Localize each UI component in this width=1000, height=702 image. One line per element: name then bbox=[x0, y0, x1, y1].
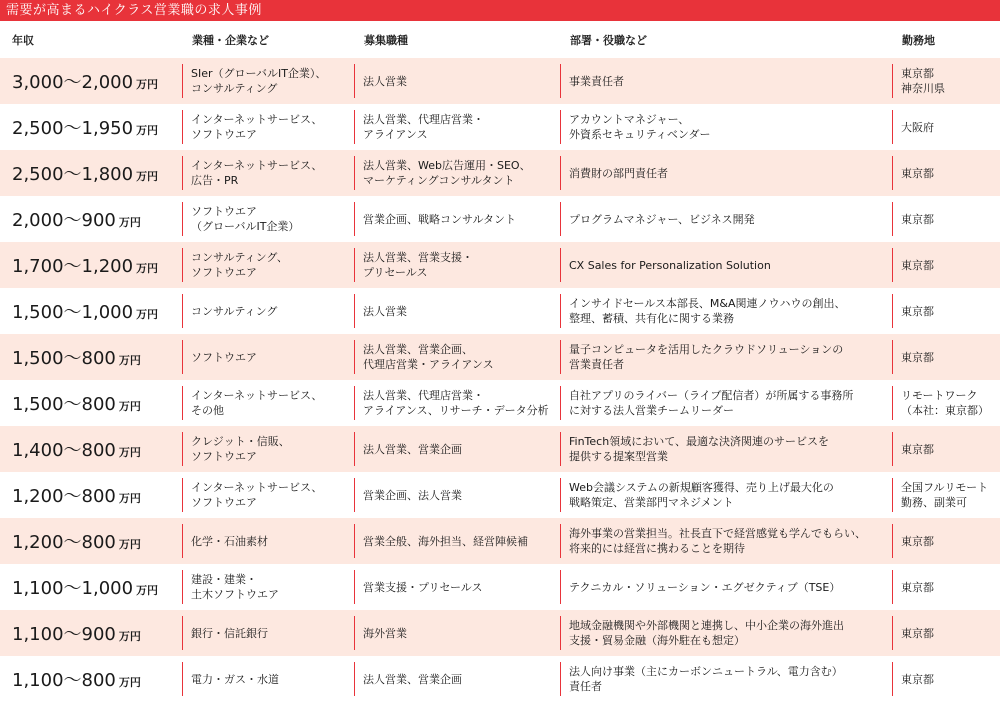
salary-unit: 万円 bbox=[118, 400, 141, 413]
table-row bbox=[0, 564, 1000, 610]
salary-range: 1,100～1,000 bbox=[12, 578, 134, 599]
industry-cell-line: ソフトウエア bbox=[191, 496, 257, 509]
location-cell-line: 東京都 bbox=[901, 304, 934, 318]
industry-cell bbox=[182, 340, 354, 374]
table-row bbox=[0, 518, 1000, 564]
location-cell-line: 東京都 bbox=[901, 258, 934, 272]
department-cell-line: 営業責任者 bbox=[569, 358, 624, 371]
location-cell bbox=[892, 386, 1000, 420]
industry-cell-line: 銀行・信託銀行 bbox=[191, 626, 268, 640]
department-cell-line: 自社アプリのライバー（ライブ配信者）が所属する事務所 bbox=[569, 389, 854, 402]
department-cell-line: 責任者 bbox=[569, 680, 602, 693]
industry-cell-line: ソフトウエア bbox=[191, 128, 257, 141]
department-cell-line: テクニカル・ソリューション・エグゼクティブ（TSE） bbox=[569, 580, 841, 594]
location-cell bbox=[892, 432, 1000, 466]
industry-cell bbox=[182, 570, 354, 604]
job-cell bbox=[354, 110, 560, 144]
department-cell bbox=[560, 294, 892, 328]
department-cell bbox=[560, 202, 892, 236]
department-cell-line: FinTech領域において、最適な決済関連のサービスを bbox=[569, 435, 829, 448]
salary-cell bbox=[0, 436, 182, 462]
salary-range: 2,000～900 bbox=[12, 210, 116, 231]
table-row bbox=[0, 150, 1000, 196]
industry-cell-line: （グローバルIT企業） bbox=[191, 220, 300, 233]
industry-cell-line: 土木ソフトウエア bbox=[191, 588, 279, 601]
location-cell bbox=[892, 202, 1000, 236]
industry-cell bbox=[182, 662, 354, 696]
location-cell bbox=[892, 340, 1000, 374]
industry-cell-line: SIer（グローバルIT企業）、 bbox=[191, 67, 327, 80]
department-cell bbox=[560, 156, 892, 190]
location-cell bbox=[892, 248, 1000, 282]
industry-cell-line: ソフトウエア bbox=[191, 450, 257, 463]
table-row bbox=[0, 196, 1000, 242]
salary-unit: 万円 bbox=[118, 354, 141, 367]
table-row bbox=[0, 426, 1000, 472]
table-row bbox=[0, 334, 1000, 380]
job-cell bbox=[354, 570, 560, 604]
location-cell-line: 東京都 bbox=[901, 580, 934, 594]
location-cell bbox=[892, 570, 1000, 604]
industry-cell-line: 電力・ガス・水道 bbox=[191, 672, 279, 686]
department-cell bbox=[560, 524, 892, 558]
department-cell-line: 支援・貿易金融（海外駐在も想定） bbox=[569, 634, 745, 647]
job-cell bbox=[354, 662, 560, 696]
salary-cell bbox=[0, 68, 182, 94]
department-cell bbox=[560, 248, 892, 282]
location-cell-line: 東京都 bbox=[901, 672, 934, 686]
job-cell-line: プリセールス bbox=[363, 266, 428, 279]
location-cell-line: 東京都 bbox=[901, 67, 934, 80]
salary-range: 1,100～900 bbox=[12, 624, 116, 645]
table-row bbox=[0, 610, 1000, 656]
department-cell bbox=[560, 340, 892, 374]
salary-range: 1,200～800 bbox=[12, 532, 116, 553]
table-row bbox=[0, 104, 1000, 150]
department-cell bbox=[560, 616, 892, 650]
salary-cell bbox=[0, 298, 182, 324]
department-cell-line: 外資系セキュリティベンダー bbox=[569, 128, 711, 141]
job-cell-line: 営業企画、法人営業 bbox=[363, 488, 462, 502]
location-cell bbox=[892, 110, 1000, 144]
location-cell-line: 神奈川県 bbox=[901, 82, 945, 95]
department-cell bbox=[560, 64, 892, 98]
salary-unit: 万円 bbox=[136, 170, 159, 183]
salary-range: 1,500～1,000 bbox=[12, 302, 134, 323]
location-cell-line: 東京都 bbox=[901, 212, 934, 226]
job-cell-line: マーケティングコンサルタント bbox=[363, 174, 515, 187]
location-cell-line: 東京都 bbox=[901, 350, 934, 364]
salary-cell bbox=[0, 390, 182, 416]
header-department: 部署・役職など bbox=[570, 33, 647, 47]
job-cell-line: アライアンス、リサーチ・データ分析 bbox=[363, 404, 549, 417]
job-cell bbox=[354, 478, 560, 512]
salary-cell bbox=[0, 574, 182, 600]
job-cell bbox=[354, 156, 560, 190]
department-cell bbox=[560, 432, 892, 466]
location-cell bbox=[892, 156, 1000, 190]
industry-cell bbox=[182, 616, 354, 650]
salary-range: 1,200～800 bbox=[12, 486, 116, 507]
job-cell-line: 法人営業、代理店営業・ bbox=[363, 389, 484, 402]
table-body bbox=[0, 58, 1000, 702]
industry-cell bbox=[182, 386, 354, 420]
salary-range: 2,500～1,950 bbox=[12, 118, 134, 139]
industry-cell bbox=[182, 64, 354, 98]
industry-cell-line: 建設・建業・ bbox=[191, 573, 257, 586]
industry-cell-line: 広告・PR bbox=[191, 174, 239, 187]
table-row bbox=[0, 472, 1000, 518]
industry-cell bbox=[182, 524, 354, 558]
job-cell-line: 営業全般、海外担当、経営陣候補 bbox=[363, 534, 528, 548]
industry-cell-line: コンサルティング bbox=[191, 304, 278, 318]
job-cell-line: 法人営業 bbox=[363, 304, 407, 318]
department-cell-line: 量子コンピュータを活用したクラウドソリューションの bbox=[569, 343, 844, 356]
department-cell-line: 整理、蓄積、共有化に関する業務 bbox=[569, 312, 734, 325]
table-row bbox=[0, 288, 1000, 334]
salary-cell bbox=[0, 482, 182, 508]
job-cell-line: 法人営業、Web広告運用・SEO、 bbox=[363, 159, 531, 172]
salary-range: 1,500～800 bbox=[12, 348, 116, 369]
salary-unit: 万円 bbox=[118, 492, 141, 505]
salary-unit: 万円 bbox=[118, 216, 141, 229]
industry-cell-line: クレジット・信販、 bbox=[191, 435, 290, 448]
job-cell bbox=[354, 386, 560, 420]
salary-cell bbox=[0, 528, 182, 554]
table-row bbox=[0, 242, 1000, 288]
salary-unit: 万円 bbox=[136, 584, 159, 597]
job-cell bbox=[354, 524, 560, 558]
job-cell-line: 代理店営業・アライアンス bbox=[363, 358, 494, 371]
location-cell-line: 勤務、副業可 bbox=[901, 496, 967, 509]
job-cell bbox=[354, 248, 560, 282]
industry-cell-line: その他 bbox=[191, 404, 224, 417]
location-cell-line: 東京都 bbox=[901, 534, 934, 548]
department-cell-line: 提供する提案型営業 bbox=[569, 450, 668, 463]
job-cell bbox=[354, 340, 560, 374]
industry-cell bbox=[182, 478, 354, 512]
table-title: 需要が高まるハイクラス営業職の求人事例 bbox=[0, 0, 1000, 21]
industry-cell-line: コンサルティング bbox=[191, 82, 278, 95]
department-cell bbox=[560, 662, 892, 696]
job-cell-line: アライアンス bbox=[363, 128, 428, 141]
department-cell-line: Web会議システムの新規顧客獲得、売り上げ最大化の bbox=[569, 481, 834, 494]
salary-range: 1,100～800 bbox=[12, 670, 116, 691]
salary-cell bbox=[0, 206, 182, 232]
location-cell bbox=[892, 294, 1000, 328]
salary-unit: 万円 bbox=[118, 630, 141, 643]
job-cell bbox=[354, 616, 560, 650]
salary-range: 1,700～1,200 bbox=[12, 256, 134, 277]
job-cell-line: 法人営業、営業企画、 bbox=[363, 343, 473, 356]
job-cell-line: 法人営業、営業企画 bbox=[363, 442, 462, 456]
location-cell-line: リモートワーク bbox=[901, 389, 978, 402]
salary-cell bbox=[0, 114, 182, 140]
department-cell-line: に対する法人営業チームリーダー bbox=[569, 404, 734, 417]
salary-unit: 万円 bbox=[118, 538, 141, 551]
salary-unit: 万円 bbox=[136, 124, 159, 137]
location-cell bbox=[892, 662, 1000, 696]
header-industry: 業種・企業など bbox=[192, 33, 269, 47]
salary-cell bbox=[0, 620, 182, 646]
department-cell-line: CX Sales for Personalization Solution bbox=[569, 258, 771, 272]
salary-cell bbox=[0, 344, 182, 370]
industry-cell-line: インターネットサービス、 bbox=[191, 113, 323, 126]
industry-cell-line: インターネットサービス、 bbox=[191, 481, 323, 494]
salary-range: 2,500～1,800 bbox=[12, 164, 134, 185]
location-cell-line: 東京都 bbox=[901, 626, 934, 640]
industry-cell bbox=[182, 432, 354, 466]
industry-cell bbox=[182, 294, 354, 328]
department-cell-line: アカウントマネジャー、 bbox=[569, 113, 690, 126]
department-cell-line: インサイドセールス本部長、M&A関連ノウハウの創出、 bbox=[569, 297, 846, 310]
industry-cell-line: インターネットサービス、 bbox=[191, 389, 323, 402]
industry-cell-line: コンサルティング、 bbox=[191, 251, 288, 264]
department-cell bbox=[560, 570, 892, 604]
industry-cell bbox=[182, 156, 354, 190]
salary-unit: 万円 bbox=[118, 676, 141, 689]
salary-cell bbox=[0, 252, 182, 278]
department-cell-line: 消費財の部門責任者 bbox=[569, 166, 668, 180]
industry-cell-line: ソフトウエア bbox=[191, 350, 257, 364]
location-cell-line: 東京都 bbox=[901, 166, 934, 180]
department-cell-line: プログラムマネジャー、ビジネス開発 bbox=[569, 212, 755, 226]
location-cell bbox=[892, 478, 1000, 512]
job-cell-line: 法人営業、営業支援・ bbox=[363, 251, 473, 264]
industry-cell-line: ソフトウエア bbox=[191, 205, 257, 218]
industry-cell-line: インターネットサービス、 bbox=[191, 159, 323, 172]
job-cell-line: 法人営業 bbox=[363, 74, 407, 88]
job-cell-line: 営業企画、戦略コンサルタント bbox=[363, 212, 517, 226]
location-cell bbox=[892, 616, 1000, 650]
industry-cell bbox=[182, 202, 354, 236]
job-cell bbox=[354, 294, 560, 328]
location-cell-line: 東京都 bbox=[901, 442, 934, 456]
job-cell bbox=[354, 202, 560, 236]
department-cell-line: 戦略策定、営業部門マネジメント bbox=[569, 496, 734, 509]
table-row bbox=[0, 380, 1000, 426]
job-cell bbox=[354, 432, 560, 466]
industry-cell-line: 化学・石油素材 bbox=[191, 534, 268, 548]
table-row bbox=[0, 656, 1000, 702]
salary-unit: 万円 bbox=[118, 446, 141, 459]
header-job: 募集職種 bbox=[364, 33, 408, 47]
job-cell-line: 海外営業 bbox=[363, 626, 407, 640]
salary-unit: 万円 bbox=[136, 262, 159, 275]
salary-cell bbox=[0, 160, 182, 186]
department-cell bbox=[560, 386, 892, 420]
salary-range: 1,400～800 bbox=[12, 440, 116, 461]
location-cell bbox=[892, 524, 1000, 558]
salary-range: 1,500～800 bbox=[12, 394, 116, 415]
job-cell-line: 法人営業、営業企画 bbox=[363, 672, 462, 686]
job-cell-line: 営業支援・プリセールス bbox=[363, 580, 483, 594]
job-cell-line: 法人営業、代理店営業・ bbox=[363, 113, 484, 126]
salary-unit: 万円 bbox=[136, 78, 159, 91]
department-cell-line: 事業責任者 bbox=[569, 74, 624, 88]
industry-cell bbox=[182, 248, 354, 282]
salary-range: 3,000～2,000 bbox=[12, 72, 134, 93]
department-cell-line: 地域金融機関や外部機関と連携し、中小企業の海外進出 bbox=[569, 619, 844, 632]
department-cell-line: 法人向け事業（主にカーボンニュートラル、電力含む） bbox=[569, 665, 843, 678]
department-cell bbox=[560, 110, 892, 144]
department-cell bbox=[560, 478, 892, 512]
header-salary: 年収 bbox=[12, 33, 34, 47]
table-header bbox=[0, 21, 1000, 58]
location-cell-line: 全国フルリモート bbox=[901, 481, 989, 494]
industry-cell bbox=[182, 110, 354, 144]
job-cell bbox=[354, 64, 560, 98]
table-row bbox=[0, 58, 1000, 104]
salary-cell bbox=[0, 666, 182, 692]
industry-cell-line: ソフトウエア bbox=[191, 266, 257, 279]
location-cell-line: 大阪府 bbox=[901, 120, 934, 134]
location-cell-line: （本社：東京都） bbox=[901, 404, 989, 417]
salary-unit: 万円 bbox=[136, 308, 159, 321]
department-cell-line: 海外事業の営業担当。社長直下で経営感覚も学んでもらい、 bbox=[569, 527, 866, 540]
location-cell bbox=[892, 64, 1000, 98]
department-cell-line: 将来的には経営に携わることを期待 bbox=[569, 542, 745, 555]
header-location: 勤務地 bbox=[902, 33, 935, 47]
